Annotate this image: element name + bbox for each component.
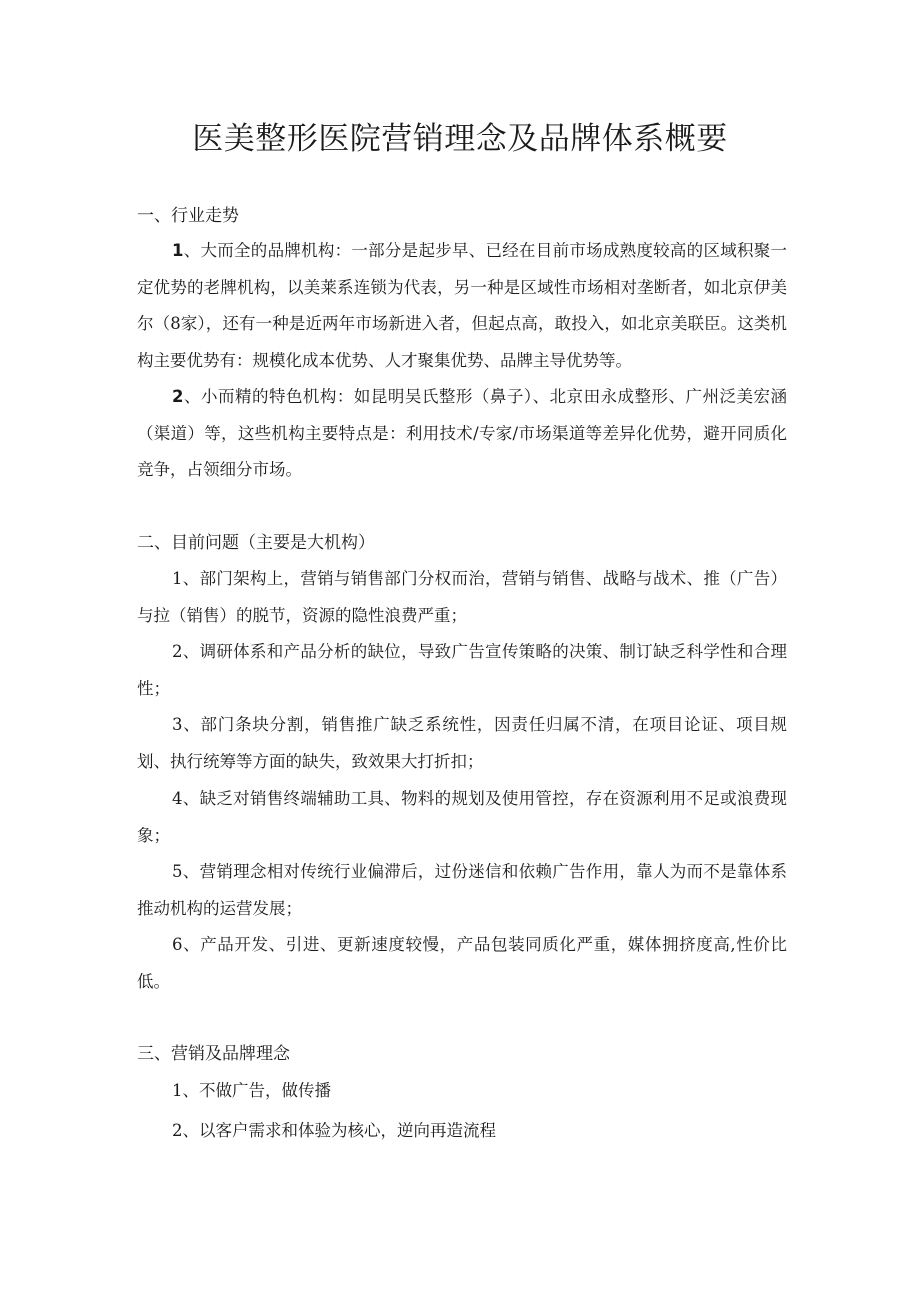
problem-item-5: 5、营销理念相对传统行业偏滞后，过份迷信和依赖广告作用，靠人为而不是靠体系推动机构的运营发展； (137, 862, 787, 918)
trend-item-2 (137, 379, 787, 489)
trend-item-1-number: 1 (172, 241, 184, 260)
trend-item-1 (137, 233, 787, 379)
page-title: 医美整形医院营销理念及品牌体系概要 (192, 121, 728, 157)
philosophy-item-1: 1、不做广告，做传播 (172, 1081, 331, 1100)
trend-item-1-text: 、大而全的品牌机构：一部分是起步早、已经在目前市场成熟度较高的区域积聚一定优势的老牌机构，以美莱系连锁为代表，另一种是区域性市场相对垄断者，如北京伊美尔（8家），还有一种是近两年市场新进入者，但起点高，敢投入，如北京美联臣。这类机构主要优势有：规模化成本优势、人才聚集优势、品牌主导优势等。 (137, 241, 787, 370)
trend-item-2-number: 2 (172, 387, 184, 406)
problem-item-3: 3、部门条块分割，销售推广缺乏系统性，因责任归属不清，在项目论证、项目规划、执行统筹等方面的缺失，致效果大打折扣； (137, 715, 787, 771)
problem-item-4: 4、缺乏对销售终端辅助工具、物料的规划及使用管控，存在资源利用不足或浪费现象； (137, 789, 787, 845)
section-heading-trends: 一、行业走势 (137, 206, 239, 226)
philosophy-item-2: 2、以客户需求和体验为核心，逆向再造流程 (172, 1121, 496, 1140)
section-heading-problems: 二、目前问题（主要是大机构） (137, 533, 375, 553)
trend-item-2-text: 、小而精的特色机构：如昆明吴氏整形（鼻子）、北京田永成整形、广州泛美宏涵（渠道）等，这些机构主要特点是：利用技术/专家/市场渠道等差异化优势，避开同质化竞争，占领细分市场。 (137, 387, 787, 479)
section-heading-philosophy: 三、营销及品牌理念 (137, 1044, 290, 1064)
problem-item-2: 2、调研体系和产品分析的缺位，导致广告宣传策略的决策、制订缺乏科学性和合理性； (137, 642, 787, 698)
problem-item-1: 1、部门架构上，营销与销售部门分权而治，营销与销售、战略与战术、推（广告）与拉（销售）的脱节，资源的隐性浪费严重； (137, 569, 787, 625)
problem-item-6: 6、产品开发、引进、更新速度较慢，产品包装同质化严重，媒体拥挤度高,性价比低。 (137, 935, 787, 991)
